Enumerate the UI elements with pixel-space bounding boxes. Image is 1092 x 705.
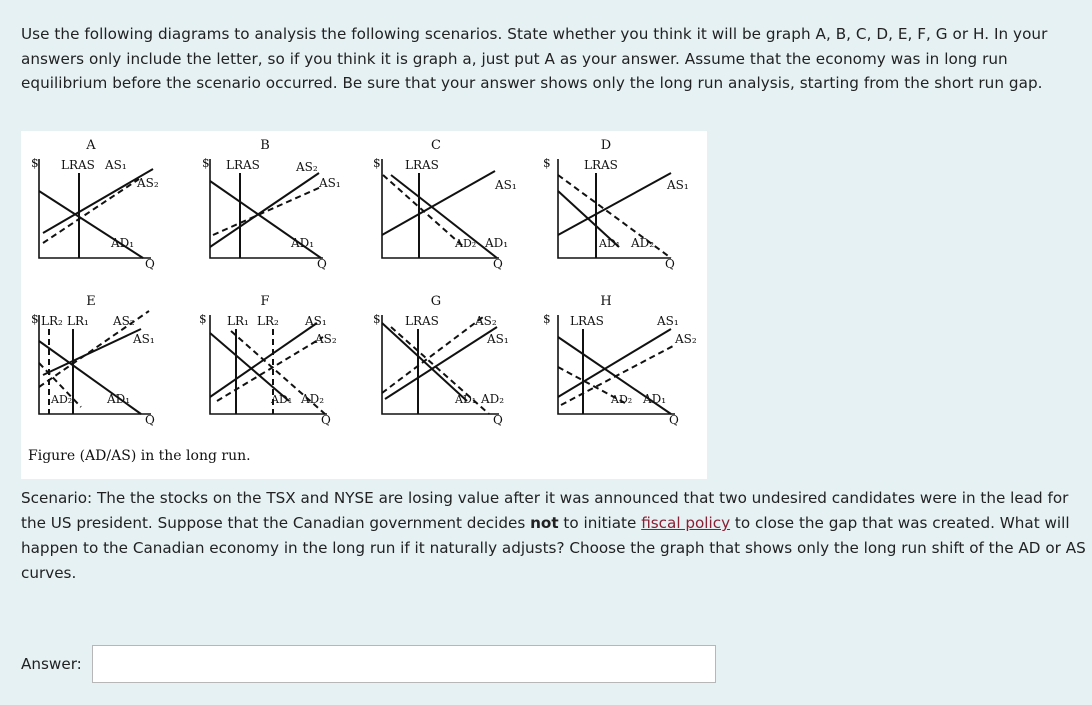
graph-g-ad1-line bbox=[382, 323, 467, 401]
graph-h-label-lras: LRAS bbox=[570, 314, 604, 328]
graph-e-label-as2: AS₂ bbox=[113, 314, 135, 328]
graph-e-y-axis: $ bbox=[31, 312, 39, 326]
graph-f-y-axis: $ bbox=[199, 312, 207, 326]
scenario-middle: to initiate bbox=[558, 514, 642, 532]
graph-b bbox=[202, 138, 341, 271]
graph-f-label-lr2: LR₂ bbox=[257, 314, 279, 328]
graph-h-label-ad2: AD₂ bbox=[611, 393, 633, 406]
graph-a-label-as1: AS₁ bbox=[105, 158, 127, 172]
graph-g-label-ad2: AD₂ bbox=[481, 392, 505, 406]
graph-c-ad1-line bbox=[391, 175, 497, 258]
graph-g-label-lras: LRAS bbox=[405, 314, 439, 328]
graph-g-label-as2: AS₂ bbox=[475, 314, 497, 328]
graph-c-label-as1: AS₁ bbox=[495, 178, 517, 192]
adas-figure bbox=[21, 131, 707, 479]
instructions-text: Use the following diagrams to analysis the following scenarios. State whether you think it will be graph A, B, C, D, E, F, G or H. In your answers only include the letter, so if you think it is graph a, just put A as your answer. Assume that the economy was in long run equilibrium before the scenario occurred. Be sure that your answer shows only the long run analysis, starting from the short run gap. bbox=[21, 25, 1048, 93]
graph-h-x-axis: Q bbox=[669, 413, 679, 427]
graph-c-label-ad2: AD₂ bbox=[455, 237, 477, 250]
graph-f-x-axis: Q bbox=[321, 413, 331, 427]
graph-f-label-ad2: AD₂ bbox=[301, 392, 325, 406]
graph-d bbox=[543, 138, 689, 271]
graph-a-label-as2: AS₂ bbox=[137, 176, 159, 190]
figure-caption: Figure (AD/AS) in the long run. bbox=[28, 448, 251, 464]
graph-a-y-axis: $ bbox=[31, 156, 39, 170]
graph-h-label-as1: AS₁ bbox=[657, 314, 679, 328]
graph-c-x-axis: Q bbox=[493, 257, 503, 271]
graph-g-label-ad1: AD₁ bbox=[455, 393, 477, 406]
graph-c-label-lras: LRAS bbox=[405, 158, 439, 172]
graph-g bbox=[373, 294, 509, 427]
graph-c-y-axis: $ bbox=[373, 156, 381, 170]
graph-c-label-ad1: AD₁ bbox=[485, 236, 509, 250]
graph-e-label-ad2: AD₂ bbox=[51, 393, 73, 406]
graph-f-label-as1: AS₁ bbox=[305, 314, 327, 328]
scenario-prefix: Scenario: The the stocks on the TSX and NYSE are losing value after it was announced that two undesired candidates were in the lead for the US president. Suppose that the Canadian government decides bbox=[21, 489, 1069, 532]
graph-g-as2-line bbox=[382, 317, 483, 393]
graph-a-x-axis: Q bbox=[145, 257, 155, 271]
graph-a-label-ad1: AD₁ bbox=[111, 236, 135, 250]
graph-d-label-ad2: AD₂ bbox=[631, 236, 655, 250]
graph-g-label-as1: AS₁ bbox=[487, 332, 509, 346]
graph-b-x-axis: Q bbox=[317, 257, 327, 271]
graph-d-x-axis: Q bbox=[665, 257, 675, 271]
graph-a-letter: A bbox=[86, 138, 96, 153]
graph-f-letter: F bbox=[260, 294, 270, 309]
graph-e-label-ad1: AD₁ bbox=[107, 392, 131, 406]
graph-f-label-lr1: LR₁ bbox=[227, 314, 249, 328]
graph-e-letter: E bbox=[86, 294, 96, 309]
graph-a bbox=[31, 138, 159, 271]
graph-e-x-axis: Q bbox=[145, 413, 155, 427]
graph-e-as1-line bbox=[43, 329, 141, 375]
graph-d-y-axis: $ bbox=[543, 156, 551, 170]
graph-c-axes bbox=[382, 159, 499, 258]
graph-c bbox=[373, 138, 517, 271]
graph-h-as1-line bbox=[558, 329, 671, 397]
answer-label: Answer: bbox=[21, 655, 82, 673]
graph-d-as1-line bbox=[558, 173, 671, 235]
scenario-suffix: to close the gap that was created. What will happen to the Canadian economy in the long run if it naturally adjusts? Choose the graph that shows only the long run shift of the AD or AS curves. bbox=[21, 514, 1086, 582]
graph-f-label-ad1: AD₁ bbox=[271, 393, 293, 406]
graph-f bbox=[199, 294, 337, 427]
graph-e-label-lr2: LR₂ bbox=[41, 314, 63, 328]
graph-g-y-axis: $ bbox=[373, 312, 381, 326]
graph-h-label-ad1: AD₁ bbox=[643, 392, 667, 406]
graph-h-letter: H bbox=[600, 294, 612, 309]
graph-c-letter: C bbox=[431, 138, 441, 153]
graph-f-label-as2: AS₂ bbox=[315, 332, 337, 346]
graph-d-label-lras: LRAS bbox=[584, 158, 618, 172]
scenario-text bbox=[21, 486, 1087, 586]
graph-b-label-ad1: AD₁ bbox=[291, 236, 315, 250]
adas-figure-svg bbox=[21, 131, 707, 479]
graph-h-label-as2: AS₂ bbox=[675, 332, 697, 346]
graph-g-x-axis: Q bbox=[493, 413, 503, 427]
graph-h-y-axis: $ bbox=[543, 312, 551, 326]
graph-b-y-axis: $ bbox=[202, 156, 210, 170]
fiscal-policy-link[interactable]: fiscal policy bbox=[641, 514, 731, 532]
graph-e-label-lr1: LR₁ bbox=[67, 314, 89, 328]
graph-e bbox=[31, 294, 155, 427]
answer-input[interactable] bbox=[92, 645, 716, 683]
graph-b-letter: B bbox=[260, 138, 270, 153]
graph-g-letter: G bbox=[430, 294, 442, 309]
graph-a-label-lras: LRAS bbox=[61, 158, 95, 172]
graph-e-label-as1: AS₁ bbox=[133, 332, 155, 346]
graph-h bbox=[543, 294, 697, 427]
graph-d-label-as1: AS₁ bbox=[667, 178, 689, 192]
graph-b-label-as1: AS₁ bbox=[319, 176, 341, 190]
graph-a-as2-line bbox=[43, 179, 139, 243]
graph-d-letter: D bbox=[600, 138, 612, 153]
graph-f-ad1-line bbox=[210, 333, 289, 401]
graph-b-label-lras: LRAS bbox=[226, 158, 260, 172]
scenario-emphasis: not bbox=[530, 514, 559, 532]
graph-b-label-as2: AS₂ bbox=[296, 160, 318, 174]
graph-c-ad2-line bbox=[383, 175, 465, 248]
graph-d-label-ad1: AD₁ bbox=[599, 237, 621, 250]
